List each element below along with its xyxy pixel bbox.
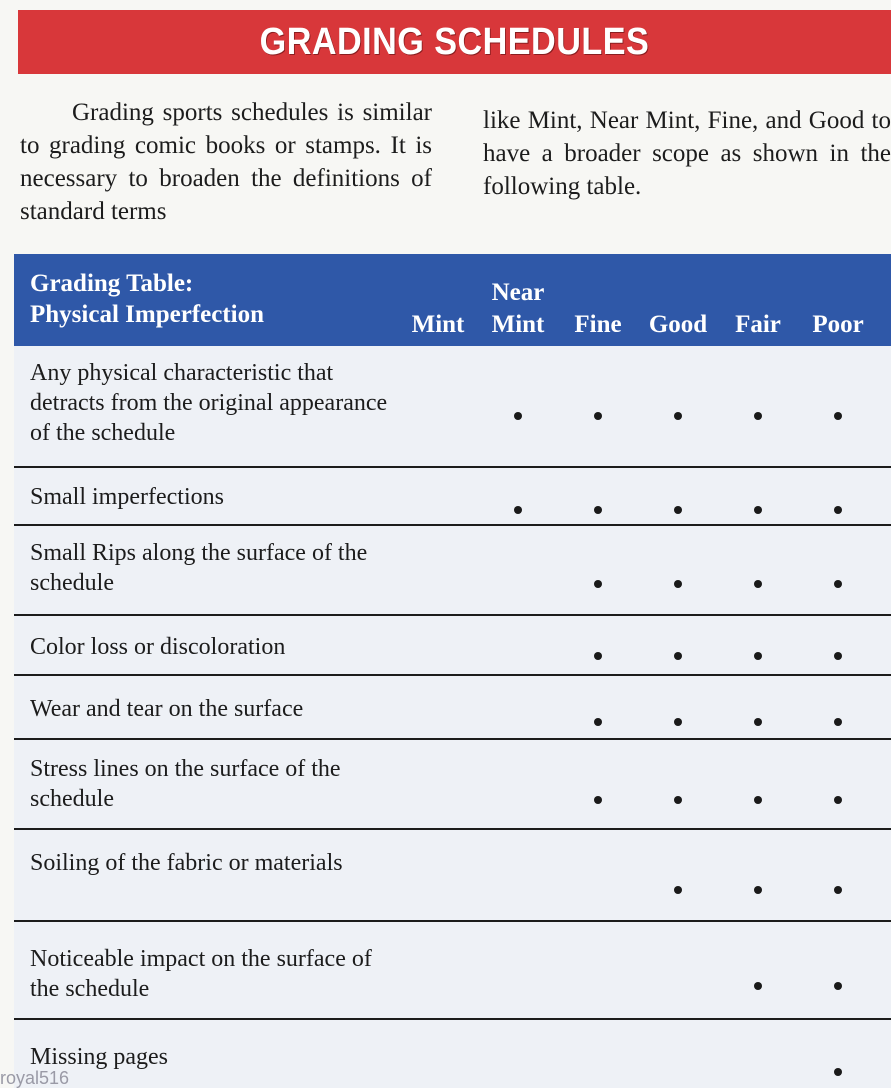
- intro-left-column: Grading sports schedules is similar to grading comic books or stamps. It is necessary to broaden the definitions of standard terms: [20, 99, 432, 225]
- grade-mark-dot: [594, 580, 602, 588]
- grade-mark-dot: [754, 796, 762, 804]
- grade-mark-dot: [674, 796, 682, 804]
- watermark: royal516: [0, 1068, 70, 1088]
- grade-mark-dot: [834, 580, 842, 588]
- grade-header-mint: Mint: [491, 311, 545, 338]
- grade-mark-dot: [834, 796, 842, 804]
- table-row: [14, 1018, 891, 1088]
- grade-mark-dot: [674, 652, 682, 660]
- row-description: Stress lines on the surface of the schedule: [30, 756, 341, 812]
- grade-mark-dot: [754, 718, 762, 726]
- grade-header-poor: Poor: [812, 311, 864, 338]
- grade-mark-dot: [754, 506, 762, 514]
- page-title: GRADING SCHEDULES: [259, 20, 650, 63]
- grade-mark-dot: [674, 718, 682, 726]
- grade-mark-dot: [514, 506, 522, 514]
- row-description: Small Rips along the surface of the schedule: [30, 540, 368, 596]
- grade-mark-dot: [674, 580, 682, 588]
- grade-mark-dot: [594, 506, 602, 514]
- row-description: Small imperfections: [30, 484, 224, 510]
- table-title-line2: Physical Imperfection: [30, 301, 264, 328]
- grade-mark-dot: [754, 412, 762, 420]
- table-header: [14, 254, 891, 346]
- table-row: [14, 614, 891, 676]
- grade-mark-dot: [834, 506, 842, 514]
- grade-header-good: Good: [648, 311, 708, 338]
- intro-text: [20, 96, 891, 228]
- grade-mark-dot: [834, 718, 842, 726]
- grade-mark-dot: [834, 412, 842, 420]
- grade-mark-dot: [594, 652, 602, 660]
- grade-mark-dot: [834, 886, 842, 894]
- grade-mark-dot: [754, 982, 762, 990]
- grade-mark-dot: [754, 886, 762, 894]
- row-description: Color loss or discoloration: [30, 634, 286, 660]
- grade-mark-dot: [674, 506, 682, 514]
- grade-mark-dot: [594, 718, 602, 726]
- table-row: [14, 738, 891, 830]
- table-row: [14, 828, 891, 922]
- row-description: Any physical characteristic that detracts from the original appearance of the schedule: [30, 360, 388, 446]
- table-row: [14, 524, 891, 616]
- table-row: [14, 346, 891, 468]
- row-description: Soiling of the fabric or materials: [30, 850, 343, 876]
- table-title-line1: Grading Table:: [30, 270, 194, 297]
- grade-mark-dot: [754, 652, 762, 660]
- grade-mark-dot: [514, 412, 522, 420]
- grading-table: [14, 254, 891, 1088]
- row-description: Noticeable impact on the surface of the schedule: [30, 946, 372, 1002]
- grade-header-fine: Fine: [574, 311, 622, 338]
- grade-mark-dot: [834, 982, 842, 990]
- grade-mark-dot: [594, 796, 602, 804]
- title-banner: [18, 10, 891, 74]
- grade-mark-dot: [674, 886, 682, 894]
- grade-mark-dot: [754, 580, 762, 588]
- table-row: [14, 920, 891, 1020]
- grade-header-mint: Mint: [411, 311, 465, 338]
- grade-header-line1: Near: [491, 279, 545, 306]
- grade-mark-dot: [834, 652, 842, 660]
- row-description: Missing pages: [30, 1044, 168, 1070]
- table-row: [14, 466, 891, 526]
- row-description: Wear and tear on the surface: [30, 696, 304, 722]
- grade-mark-dot: [834, 1068, 842, 1076]
- table-title: [30, 268, 264, 330]
- grade-mark-dot: [674, 412, 682, 420]
- grade-mark-dot: [594, 412, 602, 420]
- intro-right-column: like Mint, Near Mint, Fine, and Good to have a broader scope as shown in the following table.: [483, 107, 891, 200]
- grade-header-fair: Fair: [735, 311, 781, 338]
- table-row: [14, 674, 891, 740]
